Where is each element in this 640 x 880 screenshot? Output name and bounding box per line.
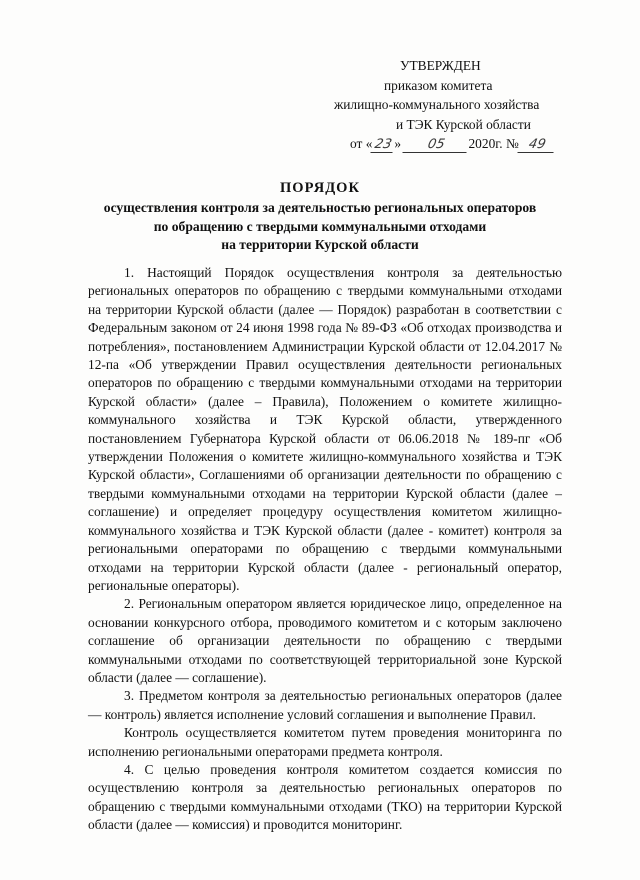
date-mid: » [394, 136, 402, 151]
document-subtitle-line: на территории Курской области [221, 237, 419, 252]
handwritten-order-number: 49 [517, 138, 556, 153]
paragraph-1: 1. Настоящий Порядок осуществления контроля за деятельностью региональных операторов по обращению с твердыми коммунальными отходами на территории Курской области (далее — Порядок) разработан в соответствии с Федеральным законом от 24 июня 1998 года № 89-ФЗ «Об отходах производства и потребления», постановлением Администрации Курской области от 12.04.2017 № 12-па «Об утверждении Правил осуществления деятельности региональных операторов по обращению с твердыми коммунальными отходами на территории Курской области» (далее – Правила), Положением о комитете жилищно-коммунального хозяйства и ТЭК Курской области, утвержденного постановлением Губернатора Курской области от 06.06.2018 № 189-пг «Об утверждении Положения о комитете жилищно-коммунального хозяйства и ТЭК Курской области», Соглашениями об организации деятельности по обращению с твердыми коммунальными отходами на территории Курской области (далее – соглашение) и определяет процедуру осуществления комитетом жилищно-коммунального хозяйства и ТЭК Курской области (далее - комитет) контроля за региональными операторами по обращению с твердыми коммунальными отходами на территории Курской области (далее - региональный оператор, региональные операторы). [88, 265, 562, 593]
paragraph-4: 4. С целью проведения контроля комитетом создается комиссия по осуществлению контроля за деятельностью региональных операторов по обращению с твердыми коммунальными отходами (ТКО) на территории Курской области (далее — комиссия) и проводится мониторинг. [88, 761, 562, 833]
approval-date-line [300, 134, 600, 154]
document-body [88, 264, 562, 835]
handwritten-month: 05 [403, 138, 470, 153]
handwritten-day: 23 [371, 138, 396, 153]
date-prefix: от « [350, 136, 373, 151]
paragraph-3-continued: Контроль осуществляется комитетом путем проведения мониторинга по исполнению региональными операторами предмета контроля. [88, 725, 562, 759]
paragraph-3: 3. Предметом контроля за деятельностью региональных операторов (далее — контроль) является исполнение условий соглашения и выполнение Правил. [88, 688, 562, 722]
document-title: ПОРЯДОК [280, 180, 360, 196]
approval-committee-line: жилищно-коммунального хозяйства [334, 97, 540, 112]
date-year: 2020г. № [468, 136, 519, 151]
document-subtitle-line: по обращению с твердыми коммунальными отходами [153, 218, 487, 234]
approval-heading: УТВЕРЖДЕН [400, 58, 481, 73]
paragraph-2: 2. Региональным оператором является юридическое лицо, определенное на основании конкурсного отбора, проводимого комитетом и с которым заключено соглашение об организации деятельности по обращению с твердыми коммунальными отходами по соответствующей территориальной зоне Курской области (далее — соглашение). [88, 596, 562, 685]
approval-region-line: и ТЭК Курской области [396, 116, 531, 132]
document-subtitle-line: осуществления контроля за деятельностью региональных операторов [103, 200, 537, 215]
approval-order-line: приказом комитета [384, 77, 493, 93]
document-title-block [60, 178, 580, 255]
approval-stamp-block [300, 56, 600, 154]
